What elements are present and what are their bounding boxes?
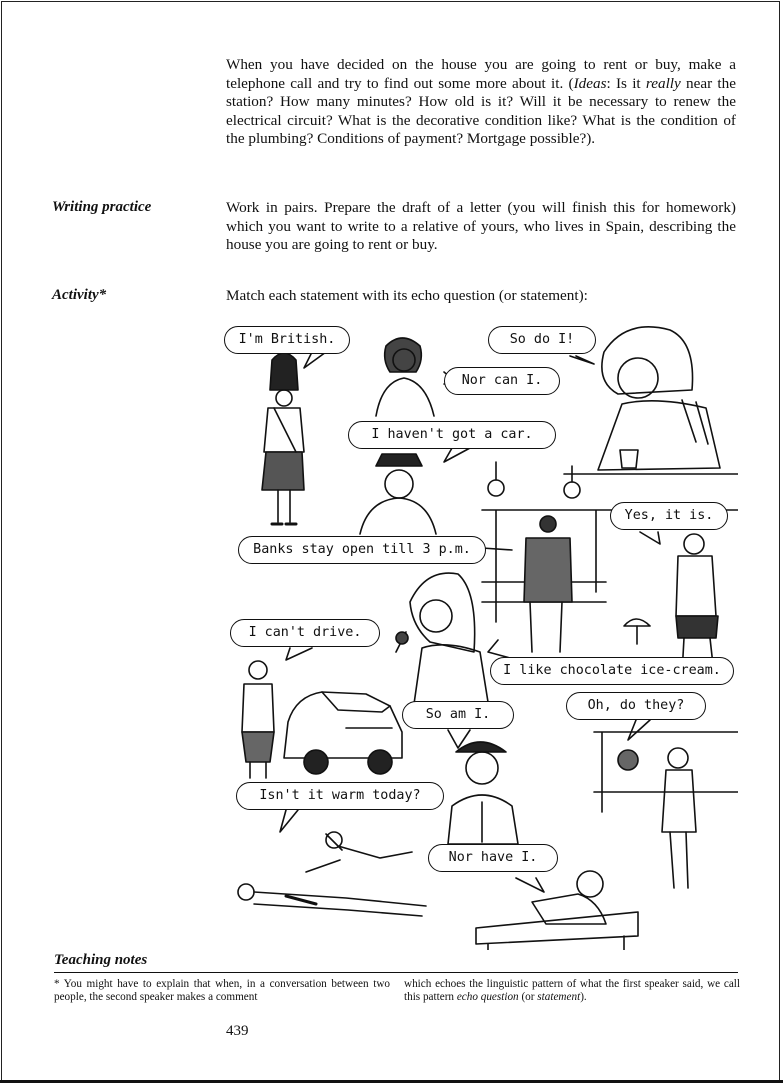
writing-practice-text: Work in pairs. Prepare the draft of a letter (you will finish this for homework) which you want to write to a relative of yours, who lives in Spain, describing the house you are going to rent or buy. [226, 199, 736, 254]
really-word: really [645, 74, 681, 92]
intro-paragraph [226, 56, 736, 149]
woman-with-cone-figure [396, 573, 488, 704]
activity-instruction: Match each statement with its echo question (or statement): [226, 287, 588, 304]
teaching-note-echo-question: echo question [456, 991, 519, 1004]
teaching-notes-label: Teaching notes [54, 952, 148, 968]
bubble-oh-do-they: Oh, do they? [566, 692, 706, 720]
ideas-label: Ideas [573, 74, 607, 92]
page-number: 439 [226, 1023, 249, 1039]
man-in-swimsuit-figure [624, 534, 718, 674]
bubble-nor-can-i: Nor can I. [444, 367, 560, 395]
bubble-so-do-i: So do I! [488, 326, 596, 354]
bubble-im-british: I'm British. [224, 326, 350, 354]
bubble-cant-drive: I can't drive. [230, 619, 380, 647]
young-man-figure [376, 338, 434, 416]
woman-at-counter-figure [594, 732, 738, 888]
bubble-so-am-i: So am I. [402, 701, 514, 729]
bubble-yes-it-is: Yes, it is. [610, 502, 728, 530]
teaching-note-right-e: ). [580, 991, 587, 1004]
teaching-note-left: * You might have to explain that when, in a conversation between two people, the second speaker makes a comment [54, 978, 390, 1004]
bubble-banks-stay-open: Banks stay open till 3 p.m. [238, 536, 486, 564]
teaching-notes-rule [54, 972, 738, 973]
guardsman-figure [262, 353, 304, 524]
bottom-rule [0, 1080, 783, 1083]
lying-woman-figure [238, 884, 426, 916]
bubble-havent-got-car: I haven't got a car. [348, 421, 556, 449]
intro-text-3: near the station? How many minutes? How old is it? Will it be necessary to renew the electrical circuit? What is the decorative condition like? What is the condition of the plumbing? Conditions of payment? Mortgage possible?). [226, 74, 736, 148]
intro-text-1: When you have decided on the house you are going to rent or buy, make a telephone call and try to find out some more about it. ( [226, 56, 736, 92]
writing-practice-label: Writing practice [52, 199, 152, 215]
sunbather-figure [306, 832, 412, 872]
small-car [284, 692, 402, 774]
woman-with-notebook-figure [242, 661, 274, 778]
bubble-like-chocolate: I like chocolate ice-cream. [490, 657, 734, 685]
teaching-note-statement: statement [537, 991, 581, 1004]
bubble-nor-have-i: Nor have I. [428, 844, 558, 872]
teaching-note-right-a: which echoes the linguistic pattern of what the first speaker said, we call this pattern [404, 978, 740, 1004]
man-in-bowler-hat-figure [448, 742, 518, 844]
teaching-note-right-c: (or [518, 991, 538, 1004]
intro-text-2: : Is it [606, 74, 646, 92]
man-in-hat-figure [360, 454, 436, 534]
activity-label: Activity* [52, 287, 107, 303]
man-on-bench-figure [476, 871, 638, 950]
ceiling-lamps [488, 462, 580, 498]
bubble-isnt-it-warm: Isn't it warm today? [236, 782, 444, 810]
teaching-note-right [404, 978, 740, 1004]
